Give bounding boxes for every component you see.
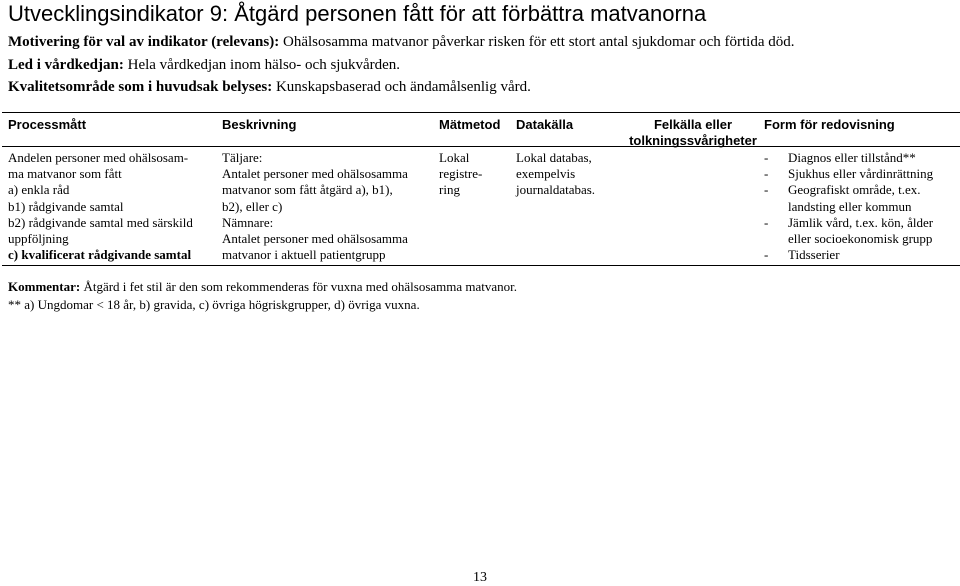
processmatt-line: Andelen personer med ohälsosam- bbox=[8, 150, 189, 165]
beskrivning-line: Antalet personer med ohälsosamma bbox=[222, 231, 408, 247]
header-processmatt: Processmått bbox=[8, 117, 87, 132]
page-title: Utvecklingsindikator 9: Åtgärd personen fått för att förbättra matvanorna bbox=[8, 1, 707, 26]
datakalla-line: exempelvis bbox=[516, 166, 576, 182]
datakalla-line: Lokal databas, bbox=[516, 150, 592, 165]
beskrivning-line: b2), eller c) bbox=[222, 198, 283, 214]
dash-bullet: - bbox=[764, 182, 769, 198]
form-list-item bbox=[764, 182, 933, 214]
cell-matmetod bbox=[439, 150, 482, 199]
comment-block bbox=[8, 278, 517, 314]
form-item-line: Tidsserier bbox=[788, 247, 840, 263]
header-felkalla bbox=[624, 117, 762, 149]
indicator-table bbox=[2, 112, 960, 266]
matmetod-line: ring bbox=[439, 182, 460, 198]
kvalitetsomrade-line bbox=[8, 77, 531, 97]
form-item-line: Geografiskt område, t.ex. bbox=[788, 182, 921, 198]
form-item-line: landsting eller kommun bbox=[788, 198, 912, 214]
header-felkalla-line-2: tolkningssvårigheter bbox=[629, 133, 757, 148]
form-list-item bbox=[764, 150, 933, 166]
processmatt-line: b1) rådgivande samtal bbox=[8, 198, 124, 214]
processmatt-line-recommended: c) kvalificerat rådgivande samtal bbox=[8, 247, 192, 263]
comment-label: Kommentar: bbox=[8, 279, 81, 294]
beskrivning-line: Antalet personer med ohälsosamma bbox=[222, 166, 408, 182]
cell-beskrivning bbox=[222, 150, 408, 263]
vardkedjan-text: Hela vårdkedjan inom hälso- och sjukvården. bbox=[127, 57, 401, 73]
vardkedjan-label: Led i vårdkedjan: bbox=[8, 57, 124, 73]
form-list-item bbox=[764, 215, 933, 247]
form-item-line: Jämlik vård, t.ex. kön, ålder bbox=[788, 214, 934, 230]
motivering-line bbox=[8, 32, 795, 52]
beskrivning-line: matvanor som fått åtgärd a), b1), bbox=[222, 182, 393, 198]
form-list-item bbox=[764, 247, 933, 263]
dash-bullet: - bbox=[764, 150, 769, 165]
form-item-line: Diagnos eller tillstånd** bbox=[788, 150, 916, 165]
cell-form bbox=[764, 150, 933, 263]
dash-bullet: - bbox=[764, 247, 769, 263]
beskrivning-line: matvanor i aktuell patientgrupp bbox=[222, 247, 386, 263]
beskrivning-line: Täljare: bbox=[222, 150, 263, 165]
header-matmetod: Mätmetod bbox=[439, 117, 501, 132]
header-datakalla: Datakälla bbox=[516, 117, 574, 132]
form-list-item bbox=[764, 166, 933, 182]
cell-datakalla bbox=[516, 150, 595, 199]
form-item-line: Sjukhus eller vårdinrättning bbox=[788, 166, 934, 182]
processmatt-line: b2) rådgivande samtal med särskild bbox=[8, 214, 193, 230]
datakalla-line: journaldatabas. bbox=[516, 182, 596, 198]
kvalitetsomrade-text: Kunskapsbaserad och ändamålsenlig vård. bbox=[275, 79, 531, 95]
header-form: Form för redovisning bbox=[764, 117, 895, 132]
comment-text: Åtgärd i fet stil är den som rekommenderas för vuxna med ohälsosamma matvanor. bbox=[83, 279, 518, 294]
processmatt-line: ma matvanor som fått bbox=[8, 166, 122, 182]
matmetod-line: registre- bbox=[439, 166, 483, 182]
header-beskrivning: Beskrivning bbox=[222, 117, 297, 132]
matmetod-line: Lokal bbox=[439, 150, 470, 165]
motivering-text: Ohälsosamma matvanor påverkar risken för ett stort antal sjukdomar och förtida död. bbox=[282, 34, 795, 50]
footnote-line: ** a) Ungdomar < 18 år, b) gravida, c) övriga högriskgrupper, d) övriga vuxna. bbox=[8, 297, 420, 312]
cell-processmatt bbox=[8, 150, 193, 263]
processmatt-line: uppföljning bbox=[8, 231, 69, 247]
form-item-line: eller socioekonomisk grupp bbox=[788, 231, 933, 247]
header-separator bbox=[2, 146, 960, 147]
motivering-label: Motivering för val av indikator (relevans): bbox=[8, 34, 280, 50]
processmatt-line: a) enkla råd bbox=[8, 182, 70, 198]
beskrivning-line: Nämnare: bbox=[222, 214, 274, 230]
page-number: 13 bbox=[473, 570, 487, 585]
dash-bullet: - bbox=[764, 214, 769, 230]
comment-line bbox=[8, 278, 517, 296]
kvalitetsomrade-label: Kvalitetsområde som i huvudsak belyses: bbox=[8, 79, 273, 95]
header-felkalla-line-1: Felkälla eller bbox=[653, 117, 733, 132]
dash-bullet: - bbox=[764, 166, 769, 182]
form-list bbox=[764, 150, 933, 263]
vardkedjan-line bbox=[8, 55, 400, 75]
